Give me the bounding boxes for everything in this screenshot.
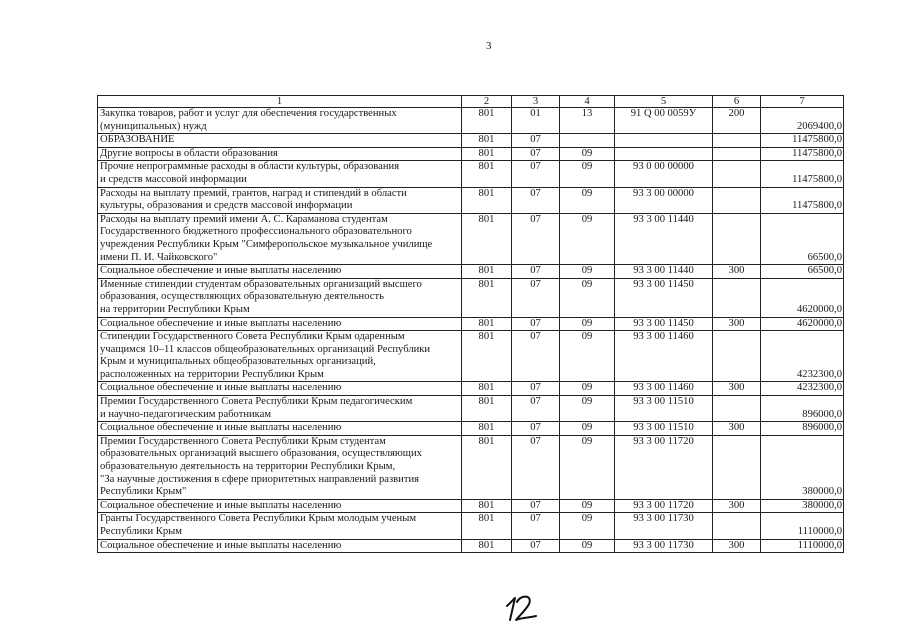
amount-cell: 11475800,0 bbox=[761, 147, 844, 161]
row-description bbox=[98, 161, 462, 187]
subsection-code: 09 bbox=[560, 422, 615, 436]
expense-type-code bbox=[713, 147, 761, 161]
subsection-code: 09 bbox=[560, 265, 615, 279]
chapter-code: 07 bbox=[512, 422, 560, 436]
description-line: Премии Государственного Совета Республики Крым студентам bbox=[100, 435, 386, 447]
chapter-code: 01 bbox=[512, 108, 560, 134]
table-row bbox=[98, 161, 844, 187]
chapter-code: 07 bbox=[512, 213, 560, 264]
expense-type-code: 300 bbox=[713, 265, 761, 279]
amount-cell: 1110000,0 bbox=[761, 513, 844, 539]
column-header: 5 bbox=[615, 96, 713, 108]
target-article-code: 93 3 00 11720 bbox=[615, 435, 713, 499]
expense-type-code: 300 bbox=[713, 539, 761, 553]
section-code: 801 bbox=[462, 147, 512, 161]
description-line: образования, осуществляющих образовательную деятельность bbox=[100, 291, 384, 303]
section-code: 801 bbox=[462, 396, 512, 422]
description-line: образовательных организаций высшего образования, осуществляющих bbox=[100, 448, 422, 460]
description-line: учреждения Республики Крым "Симферопольское музыкальное училище bbox=[100, 238, 433, 250]
description-line: Государственного бюджетного профессионального образовательного bbox=[100, 226, 412, 238]
table-row bbox=[98, 147, 844, 161]
description-line: Социальное обеспечение и иные выплаты населению bbox=[100, 499, 342, 511]
section-code: 801 bbox=[462, 539, 512, 553]
description-line: Гранты Государственного Совета Республики Крым молодым ученым bbox=[100, 513, 417, 525]
row-description bbox=[98, 108, 462, 134]
chapter-code: 07 bbox=[512, 513, 560, 539]
expense-type-code: 300 bbox=[713, 317, 761, 331]
description-line: Республики Крым" bbox=[100, 486, 187, 498]
expense-type-code: 300 bbox=[713, 422, 761, 436]
amount-cell: 896000,0 bbox=[761, 396, 844, 422]
table-row bbox=[98, 396, 844, 422]
expense-type-code bbox=[713, 134, 761, 148]
table-row bbox=[98, 331, 844, 382]
row-description bbox=[98, 331, 462, 382]
table-row bbox=[98, 317, 844, 331]
amount-cell: 66500,0 bbox=[761, 213, 844, 264]
amount-cell: 4620000,0 bbox=[761, 278, 844, 317]
row-description bbox=[98, 187, 462, 213]
row-description bbox=[98, 147, 462, 161]
section-code: 801 bbox=[462, 435, 512, 499]
amount-cell: 380000,0 bbox=[761, 435, 844, 499]
subsection-code: 09 bbox=[560, 161, 615, 187]
section-code: 801 bbox=[462, 513, 512, 539]
table-row bbox=[98, 422, 844, 436]
target-article-code: 93 3 00 11730 bbox=[615, 539, 713, 553]
target-article-code: 93 3 00 11450 bbox=[615, 317, 713, 331]
section-code: 801 bbox=[462, 317, 512, 331]
table-row bbox=[98, 382, 844, 396]
table-header-row bbox=[98, 96, 844, 108]
row-description bbox=[98, 539, 462, 553]
expense-type-code bbox=[713, 435, 761, 499]
chapter-code: 07 bbox=[512, 499, 560, 513]
target-article-code: 93 3 00 11440 bbox=[615, 213, 713, 264]
target-article-code: 93 3 00 11460 bbox=[615, 382, 713, 396]
expense-type-code bbox=[713, 278, 761, 317]
chapter-code: 07 bbox=[512, 134, 560, 148]
target-article-code bbox=[615, 134, 713, 148]
description-line: Социальное обеспечение и иные выплаты населению bbox=[100, 382, 342, 394]
budget-table bbox=[97, 95, 844, 553]
subsection-code: 09 bbox=[560, 396, 615, 422]
amount-cell: 380000,0 bbox=[761, 499, 844, 513]
section-code: 801 bbox=[462, 331, 512, 382]
column-header: 1 bbox=[98, 96, 462, 108]
description-line: (муниципальных) нужд bbox=[100, 120, 207, 132]
row-description bbox=[98, 513, 462, 539]
row-description bbox=[98, 382, 462, 396]
target-article-code: 93 3 00 11460 bbox=[615, 331, 713, 382]
subsection-code: 09 bbox=[560, 317, 615, 331]
description-line: и научно-педагогическим работникам bbox=[100, 408, 272, 420]
description-line: Расходы на выплату премий имени А. С. Караманова студентам bbox=[100, 213, 388, 225]
chapter-code: 07 bbox=[512, 278, 560, 317]
description-line: культуры, образования и средств массовой информации bbox=[100, 200, 353, 212]
chapter-code: 07 bbox=[512, 187, 560, 213]
target-article-code bbox=[615, 147, 713, 161]
chapter-code: 07 bbox=[512, 161, 560, 187]
amount-cell: 11475800,0 bbox=[761, 187, 844, 213]
column-header: 4 bbox=[560, 96, 615, 108]
amount-cell: 4232300,0 bbox=[761, 382, 844, 396]
section-code: 801 bbox=[462, 213, 512, 264]
subsection-code: 09 bbox=[560, 213, 615, 264]
subsection-code: 09 bbox=[560, 278, 615, 317]
section-code: 801 bbox=[462, 422, 512, 436]
table-row bbox=[98, 513, 844, 539]
target-article-code: 93 3 00 11510 bbox=[615, 422, 713, 436]
description-line: Прочие непрограммные расходы в области культуры, образования bbox=[100, 161, 400, 173]
row-description bbox=[98, 278, 462, 317]
chapter-code: 07 bbox=[512, 539, 560, 553]
description-line: Именные стипендии студентам образовательных организаций высшего bbox=[100, 278, 422, 290]
table-row bbox=[98, 265, 844, 279]
table-row bbox=[98, 278, 844, 317]
subsection-code: 09 bbox=[560, 382, 615, 396]
column-header: 6 bbox=[713, 96, 761, 108]
row-description bbox=[98, 317, 462, 331]
chapter-code: 07 bbox=[512, 265, 560, 279]
subsection-code: 09 bbox=[560, 187, 615, 213]
row-description bbox=[98, 396, 462, 422]
amount-cell: 1110000,0 bbox=[761, 539, 844, 553]
page-number: 3 bbox=[486, 40, 492, 52]
amount-cell: 11475800,0 bbox=[761, 161, 844, 187]
section-code: 801 bbox=[462, 134, 512, 148]
section-code: 801 bbox=[462, 187, 512, 213]
section-code: 801 bbox=[462, 382, 512, 396]
subsection-code bbox=[560, 134, 615, 148]
description-line: Республики Крым bbox=[100, 526, 182, 537]
target-article-code: 93 0 00 00000 bbox=[615, 161, 713, 187]
target-article-code: 93 3 00 11450 bbox=[615, 278, 713, 317]
row-description bbox=[98, 265, 462, 279]
description-line: Расходы на выплату премий, грантов, наград и стипендий в области bbox=[100, 187, 407, 199]
row-description bbox=[98, 435, 462, 499]
table-row bbox=[98, 435, 844, 499]
description-line: Премии Государственного Совета Республики Крым педагогическим bbox=[100, 396, 413, 408]
description-line: Крым и муниципальных общеобразовательных организаций, bbox=[100, 356, 376, 368]
amount-cell: 896000,0 bbox=[761, 422, 844, 436]
subsection-code: 09 bbox=[560, 513, 615, 539]
description-line: "За научные достижения в сфере приоритетных направлений развития bbox=[100, 473, 419, 485]
row-description bbox=[98, 134, 462, 148]
subsection-code: 09 bbox=[560, 435, 615, 499]
description-line: Социальное обеспечение и иные выплаты населению bbox=[100, 539, 342, 551]
table-row bbox=[98, 108, 844, 134]
chapter-code: 07 bbox=[512, 317, 560, 331]
description-line: имени П. И. Чайковского" bbox=[100, 251, 218, 263]
description-line: Социальное обеспечение и иные выплаты населению bbox=[100, 422, 342, 434]
description-line: расположенных на территории Республики Крым bbox=[100, 368, 324, 380]
section-code: 801 bbox=[462, 265, 512, 279]
subsection-code: 09 bbox=[560, 147, 615, 161]
handwritten-page-number bbox=[503, 592, 539, 624]
chapter-code: 07 bbox=[512, 396, 560, 422]
subsection-code: 09 bbox=[560, 331, 615, 382]
chapter-code: 07 bbox=[512, 147, 560, 161]
target-article-code: 93 3 00 00000 bbox=[615, 187, 713, 213]
expense-type-code bbox=[713, 187, 761, 213]
target-article-code: 91 Q 00 0059У bbox=[615, 108, 713, 134]
description-line: Другие вопросы в области образования bbox=[100, 147, 278, 159]
row-description bbox=[98, 422, 462, 436]
column-header: 2 bbox=[462, 96, 512, 108]
amount-cell: 66500,0 bbox=[761, 265, 844, 279]
description-line: Социальное обеспечение и иные выплаты населению bbox=[100, 317, 342, 329]
expense-type-code bbox=[713, 331, 761, 382]
amount-cell: 4232300,0 bbox=[761, 331, 844, 382]
table-row bbox=[98, 134, 844, 148]
amount-cell: 2069400,0 bbox=[761, 108, 844, 134]
description-line: ОБРАЗОВАНИЕ bbox=[100, 134, 175, 146]
subsection-code: 13 bbox=[560, 108, 615, 134]
table-row bbox=[98, 213, 844, 264]
table-row bbox=[98, 499, 844, 513]
chapter-code: 07 bbox=[512, 382, 560, 396]
chapter-code: 07 bbox=[512, 331, 560, 382]
description-line: Стипендии Государственного Совета Республики Крым одаренным bbox=[100, 331, 405, 343]
expense-type-code: 300 bbox=[713, 382, 761, 396]
description-line: и средств массовой информации bbox=[100, 173, 247, 185]
row-description bbox=[98, 499, 462, 513]
column-header: 3 bbox=[512, 96, 560, 108]
expense-type-code bbox=[713, 161, 761, 187]
description-line: образовательную деятельность на территории Республики Крым, bbox=[100, 461, 396, 473]
chapter-code: 07 bbox=[512, 435, 560, 499]
amount-cell: 4620000,0 bbox=[761, 317, 844, 331]
expense-type-code bbox=[713, 396, 761, 422]
subsection-code: 09 bbox=[560, 539, 615, 553]
section-code: 801 bbox=[462, 278, 512, 317]
expense-type-code: 300 bbox=[713, 499, 761, 513]
expense-type-code: 200 bbox=[713, 108, 761, 134]
subsection-code: 09 bbox=[560, 499, 615, 513]
row-description bbox=[98, 213, 462, 264]
description-line: Закупка товаров, работ и услуг для обеспечения государственных bbox=[100, 108, 397, 119]
section-code: 801 bbox=[462, 499, 512, 513]
target-article-code: 93 3 00 11730 bbox=[615, 513, 713, 539]
amount-cell: 11475800,0 bbox=[761, 134, 844, 148]
description-line: на территории Республики Крым bbox=[100, 303, 250, 315]
target-article-code: 93 3 00 11720 bbox=[615, 499, 713, 513]
section-code: 801 bbox=[462, 108, 512, 134]
table-row bbox=[98, 187, 844, 213]
description-line: Социальное обеспечение и иные выплаты населению bbox=[100, 265, 342, 277]
expense-type-code bbox=[713, 213, 761, 264]
table-row bbox=[98, 539, 844, 553]
target-article-code: 93 3 00 11510 bbox=[615, 396, 713, 422]
target-article-code: 93 3 00 11440 bbox=[615, 265, 713, 279]
section-code: 801 bbox=[462, 161, 512, 187]
column-header: 7 bbox=[761, 96, 844, 108]
expense-type-code bbox=[713, 513, 761, 539]
description-line: учащимся 10–11 классов общеобразовательных организаций Республики bbox=[100, 343, 431, 355]
